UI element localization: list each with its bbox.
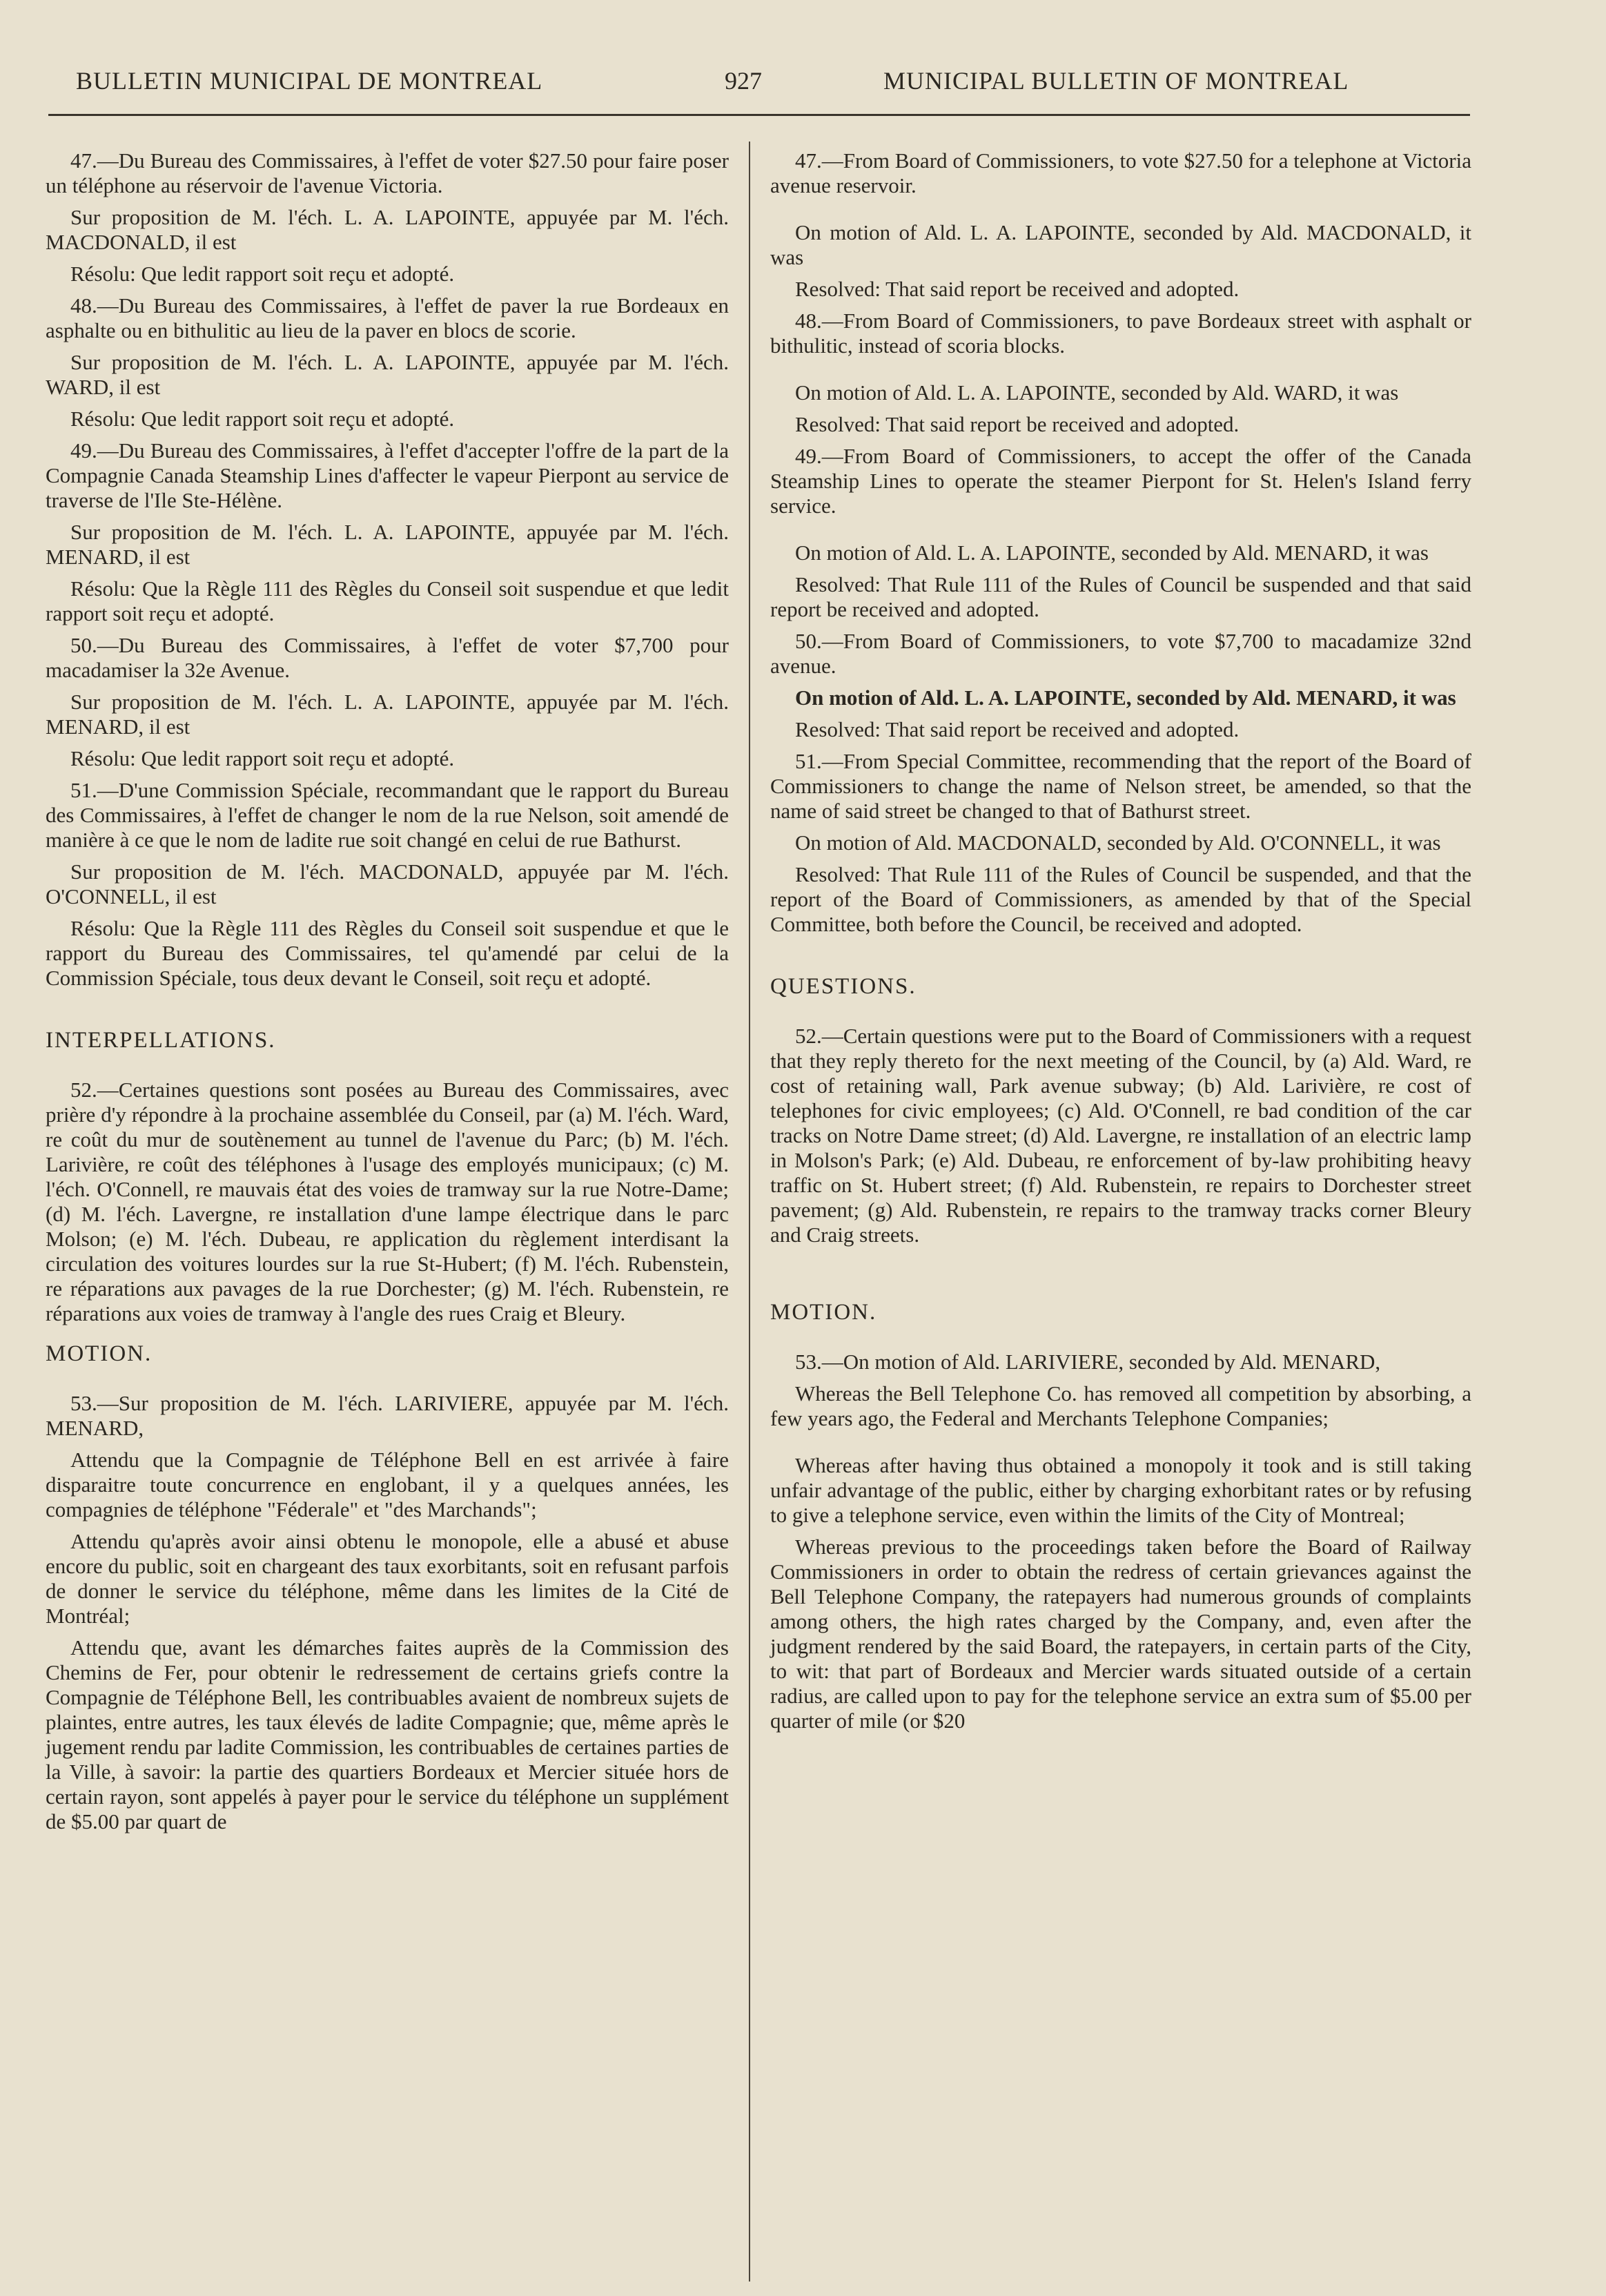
item-52-en: 52.—Certain questions were put to the Board of Commissioners with a request that they reply thereto for the next meeting of the Council, by (a) Ald. Ward, re cost of retaining wall, Park avenue subway; (b) Ald. Larivière, re cost of telephones for civic employees; (c) Ald. O'Connell, re bad condition of the car tracks on Notre Dame street; (d) Ald. Lavergne, re installation of an electric lamp in Molson's Park; (e) Ald. Dubeau, re enforcement of by-law prohibiting heavy traffic on St. Hubert street; (f) Ald. Rubenstein, re repairs to Dorchester street pavement; (g) Ald. Rubenstein, re repairs to the tramway tracks corner Bleury and Craig streets.	[770, 1024, 1471, 1247]
whereas-2-en: Whereas after having thus obtained a monopoly it took and is still taking unfair advantage of the public, either by charging exhorbitant rates or by refusing to give a telephone service, even within the limits of the City of Montreal;	[770, 1453, 1471, 1527]
french-column	[46, 148, 729, 1841]
resolution-48-fr: Résolu: Que ledit rapport soit reçu et adopté.	[70, 407, 455, 431]
resolution-50-fr: Résolu: Que ledit rapport soit reçu et adopté.	[70, 746, 455, 770]
resolution-50-en: Resolved: That said report be received and adopted.	[795, 717, 1240, 741]
resolution-49-en: Resolved: That Rule 111 of the Rules of Council be suspended and that said report be received and adopted.	[770, 572, 1471, 621]
item-48-en: 48.—From Board of Commissioners, to pave Bordeaux street with asphalt or bithulitic, instead of scoria blocks.	[770, 309, 1471, 358]
column-divider	[749, 142, 750, 2282]
motion-49-fr: Sur proposition de M. l'éch. L. A. LAPOINTE, appuyée par M. l'éch. MENARD, il est	[46, 520, 729, 569]
motion-51-en: On motion of Ald. MACDONALD, seconded by Ald. O'CONNELL, it was	[795, 830, 1441, 855]
resolution-51-en: Resolved: That Rule 111 of the Rules of Council be suspended, and that the report of the Board of Commissioners, as amended by that of the Special Committee, both before the Council, be received and adopted.	[770, 862, 1471, 936]
whereas-1-fr: Attendu que la Compagnie de Téléphone Bell en est arrivée à faire disparaitre toute concurrence en englobant, il y a quelques années, les compagnies de téléphone "Féderale" et "des Marchands";	[46, 1448, 729, 1521]
header-rule	[48, 114, 1470, 116]
whereas-2-fr: Attendu qu'après avoir ainsi obtenu le monopole, elle a abusé et abuse encore du public, soit en chargeant des taux exorbitants, soit en refusant parfois de donner le service du téléphone, même dans les limites de la Cité de Montréal;	[46, 1529, 729, 1628]
item-52-fr: 52.—Certaines questions sont posées au Bureau des Commissaires, avec prière d'y répondre à la prochaine assemblée du Conseil, par (a) M. l'éch. Ward, re coût du mur de soutènement au tunnel de l'avenue du Parc; (b) M. l'éch. Larivière, re coût des téléphones à l'usage des employés municipaux; (c) M. l'éch. O'Connell, re mauvais état des voies de tramway sur la rue Notre-Dame; (d) M. l'éch. Lavergne, re installation d'une lampe électrique dans le parc Molson; (e) M. l'éch. Dubeau, re application du règlement interdisant la circulation des voitures lourdes sur la rue St-Hubert; (f) M. l'éch. Rubenstein, re réparations aux pavages de la rue Dorchester; (g) M. l'éch. Rubenstein, re réparations aux voies de tramway à l'angle des rues Craig et Bleury.	[46, 1078, 729, 1325]
motion-50-fr: Sur proposition de M. l'éch. L. A. LAPOINTE, appuyée par M. l'éch. MENARD, il est	[46, 690, 729, 739]
item-51-en: 51.—From Special Committee, recommending that the report of the Board of Commissioners to change the name of Nelson street, be amended, so that the name of said street be changed to that of Bathurst street.	[770, 749, 1471, 823]
item-48-fr: 48.—Du Bureau des Commissaires, à l'effet de paver la rue Bordeaux en asphalte ou en bithulitic au lieu de la paver en blocs de scorie.	[46, 293, 729, 342]
item-53-fr: 53.—Sur proposition de M. l'éch. LARIVIERE, appuyée par M. l'éch. MENARD,	[46, 1391, 729, 1440]
page-header	[76, 66, 1470, 108]
resolution-47-en: Resolved: That said report be received and adopted.	[795, 277, 1240, 301]
whereas-3-en: Whereas previous to the proceedings taken before the Board of Railway Commissioners in order to obtain the redress of certain grievances against the Bell Telephone Company, the ratepayers had numerous grounds of complaints among others, the high rates charged by the Company, and, even after the judgment rendered by the said Board, the ratepayers, in certain parts of the City, to wit: that part of Bordeaux and Mercier wards situated outside of a certain radius, are called upon to pay for the telephone service an extra sum of $5.00 per quarter of mile (or $20	[770, 1535, 1471, 1733]
section-heading-motion-fr: MOTION.	[46, 1341, 153, 1366]
item-49-en: 49.—From Board of Commissioners, to accept the offer of the Canada Steamship Lines to operate the steamer Pierpont for St. Helen's Island ferry service.	[770, 444, 1471, 518]
section-heading-interpellations: INTERPELLATIONS.	[46, 1028, 276, 1053]
page-number: 927	[725, 67, 762, 95]
section-heading-motion-en: MOTION.	[770, 1300, 877, 1325]
section-heading-questions: QUESTIONS.	[770, 974, 917, 999]
item-47-fr: 47.—Du Bureau des Commissaires, à l'effet de voter $27.50 pour faire poser un téléphone au réservoir de l'avenue Victoria.	[46, 148, 729, 197]
item-49-fr: 49.—Du Bureau des Commissaires, à l'effet d'accepter l'offre de la part de la Compagnie Canada Steamship Lines d'affecter le vapeur Pierpont au service de traverse de l'Ile Ste-Hélène.	[46, 438, 729, 512]
motion-51-fr: Sur proposition de M. l'éch. MACDONALD, appuyée par M. l'éch. O'CONNELL, il est	[46, 859, 729, 908]
whereas-1-en: Whereas the Bell Telephone Co. has removed all competition by absorbing, a few years ago, the Federal and Merchants Telephone Companies;	[770, 1381, 1471, 1430]
resolution-51-fr: Résolu: Que la Règle 111 des Règles du Conseil soit suspendue et que le rapport du Bureau des Commissaires, tel qu'amendé par celui de la Commission Spéciale, tous deux devant le Conseil, soit reçu et adopté.	[46, 916, 729, 990]
motion-47-en: On motion of Ald. L. A. LAPOINTE, seconded by Ald. MACDONALD, it was	[770, 220, 1471, 269]
header-title-english: MUNICIPAL BULLETIN OF MONTREAL	[883, 67, 1349, 95]
english-column	[770, 148, 1471, 1740]
motion-47-fr: Sur proposition de M. l'éch. L. A. LAPOINTE, appuyée par M. l'éch. MACDONALD, il est	[46, 205, 729, 254]
motion-49-en: On motion of Ald. L. A. LAPOINTE, seconded by Ald. MENARD, it was	[795, 541, 1429, 565]
motion-48-fr: Sur proposition de M. l'éch. L. A. LAPOINTE, appuyée par M. l'éch. WARD, il est	[46, 350, 729, 399]
motion-48-en: On motion of Ald. L. A. LAPOINTE, seconded by Ald. WARD, it was	[795, 380, 1399, 405]
resolution-49-fr: Résolu: Que la Règle 111 des Règles du Conseil soit suspendue et que ledit rapport soit reçu et adopté.	[46, 576, 729, 625]
item-47-en: 47.—From Board of Commissioners, to vote $27.50 for a telephone at Victoria avenue reservoir.	[770, 148, 1471, 197]
whereas-3-fr: Attendu que, avant les démarches faites auprès de la Commission des Chemins de Fer, pour obtenir le redressement de certains griefs contre la Compagnie de Téléphone Bell, les contribuables avaient de nombreux sujets de plaintes, entre autres, les taux élevés de ladite Compagnie; que, même après le jugement rendu par ladite Commission, les contribuables de certaines parties de la Ville, à savoir: la partie des quartiers Bordeaux et Mercier située hors de certain rayon, sont appelés à payer pour le service du téléphone un supplément de $5.00 par quart de	[46, 1635, 729, 1833]
header-title-french: BULLETIN MUNICIPAL DE MONTREAL	[76, 67, 543, 95]
item-53-en: 53.—On motion of Ald. LARIVIERE, seconded by Ald. MENARD,	[795, 1350, 1381, 1374]
resolution-47-fr: Résolu: Que ledit rapport soit reçu et adopté.	[70, 262, 455, 286]
item-51-fr: 51.—D'une Commission Spéciale, recommandant que le rapport du Bureau des Commissaires, à l'effet de changer le nom de la rue Nelson, soit amendé de manière à ce que le nom de ladite rue soit changé en celui de rue Bathurst.	[46, 778, 729, 852]
item-50-fr: 50.—Du Bureau des Commissaires, à l'effet de voter $7,700 pour macadamiser la 32e Avenue.	[46, 633, 729, 682]
item-50-en: 50.—From Board of Commissioners, to vote $7,700 to macadamize 32nd avenue.	[770, 629, 1471, 678]
resolution-48-en: Resolved: That said report be received and adopted.	[795, 412, 1240, 436]
motion-50-en: On motion of Ald. L. A. LAPOINTE, seconded by Ald. MENARD, it was	[795, 685, 1456, 710]
